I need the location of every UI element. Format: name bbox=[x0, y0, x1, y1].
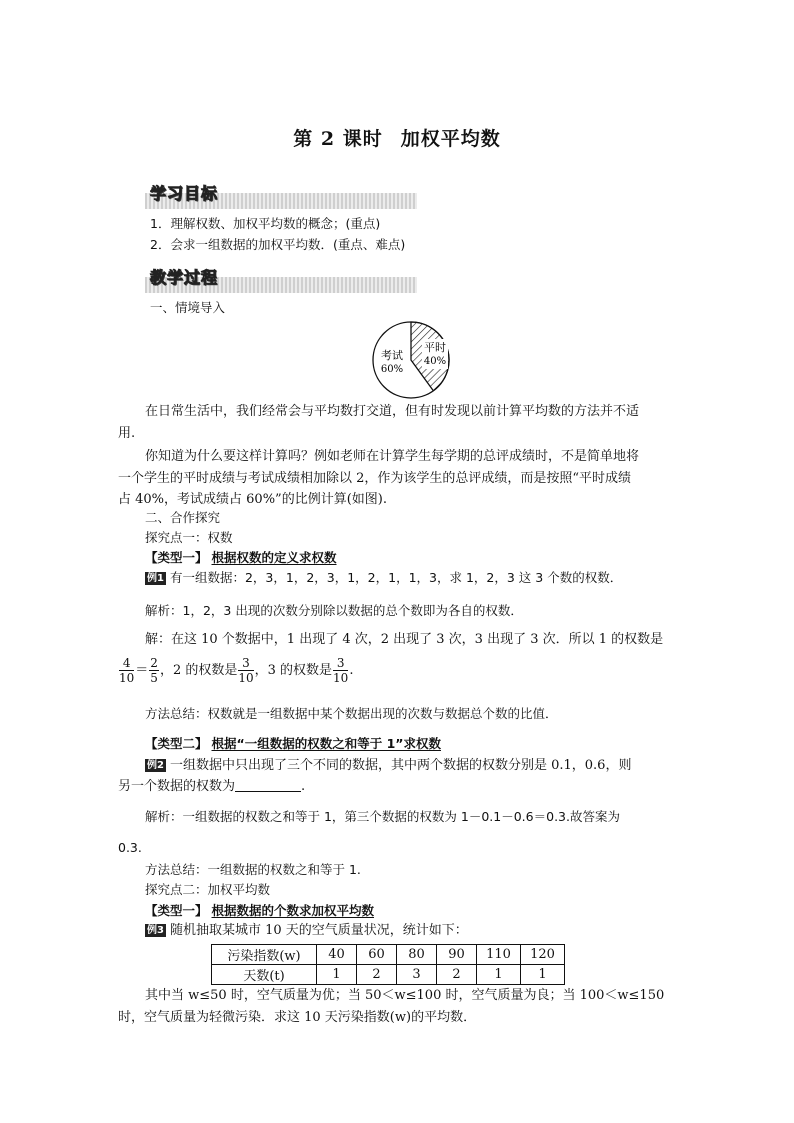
example3-badge: 例3 bbox=[147, 925, 164, 936]
pie-exam-pct: 60% bbox=[380, 364, 404, 375]
table-cell: 2 bbox=[437, 965, 477, 985]
table-cell: 2 bbox=[357, 965, 397, 985]
intro-heading: 一、情境导入 bbox=[150, 300, 226, 315]
pie-regular-pct: 40% bbox=[423, 356, 447, 367]
table-cell: 40 bbox=[317, 945, 357, 965]
example2-analysis-line2: 0.3. bbox=[118, 840, 142, 855]
intro-para2-line3: 占 40%，考试成绩占 60%”的比例计算(如图). bbox=[118, 492, 387, 507]
example1-summary: 方法总结：权数就是一组数据中某个数据出现的次数与数据总个数的比值． bbox=[145, 706, 558, 721]
score-ratio-pie-chart bbox=[370, 319, 452, 401]
air-quality-table bbox=[211, 944, 565, 985]
table-cell: 3 bbox=[397, 965, 437, 985]
title-lesson: 第 2 课时 bbox=[293, 128, 383, 150]
intro-para2-line1: 你知道为什么要这样计算吗？例如老师在计算学生每学期的总评成绩时，不是简单地将 bbox=[145, 449, 640, 464]
objective-1: 1．理解权数、加权平均数的概念；(重点) bbox=[150, 216, 381, 231]
type1-tag: 【类型一】 bbox=[145, 550, 208, 565]
table-cell: 120 bbox=[521, 945, 565, 965]
table-cell: 60 bbox=[357, 945, 397, 965]
example1-badge: 例1 bbox=[147, 573, 164, 584]
example2-text: 一组数据中只出现了三个不同的数据，其中两个数据的权数分别是 0.1，0.6，则 bbox=[169, 758, 632, 773]
type2-tag: 【类型二】 bbox=[145, 736, 208, 751]
type2-heading bbox=[145, 734, 441, 754]
answer-blank bbox=[235, 778, 301, 792]
intro-para1-line2: 用. bbox=[118, 426, 136, 441]
table-cell: 90 bbox=[437, 945, 477, 965]
example1-text: 有一组数据：2，3，1，2，3，1，2，1，1，3，求 1，2，3 这 3 个数的权数． bbox=[169, 570, 623, 585]
table-cell: 110 bbox=[477, 945, 521, 965]
fraction-2-5: $\frac{2}{5}$ bbox=[150, 656, 158, 685]
table-cell: 80 bbox=[397, 945, 437, 965]
type1-title: 根据权数的定义求权数 bbox=[211, 550, 337, 565]
intro-para2-line2: 一个学生的平时成绩与考试成绩相加除以 2，作为该学生的总评成绩，而是按照“平时成绩 bbox=[118, 471, 632, 486]
table-header-cell: 污染指数(w) bbox=[212, 945, 317, 965]
table-row bbox=[212, 945, 565, 965]
table-header-cell: 天数(t) bbox=[212, 965, 317, 985]
objective-2: 2．会求一组数据的加权平均数．(重点、难点) bbox=[150, 237, 406, 252]
example3-text: 随机抽取某城市 10 天的空气质量状况，统计如下： bbox=[169, 923, 468, 938]
fraction-3-10-a: $\frac{3}{10}$ bbox=[238, 656, 254, 685]
explore-heading: 二、合作探究 bbox=[145, 510, 221, 525]
example1-solution-line1: 解：在这 10 个数据中，1 出现了 4 次，2 出现了 3 次，3 出现了 3 次．所以 1 的权数是 bbox=[145, 632, 664, 647]
type2-title: 根据“一组数据的权数之和等于 1”求权数 bbox=[211, 736, 441, 751]
intro-para1-line1: 在日常生活中，我们经常会与平均数打交道，但有时发现以前计算平均数的方法并不适 bbox=[145, 404, 640, 419]
example3-after-line2: 时，空气质量为轻微污染．求这 10 天污染指数(w)的平均数． bbox=[118, 1010, 477, 1025]
type3-title: 根据数据的个数求加权平均数 bbox=[211, 903, 375, 918]
type1-heading bbox=[145, 548, 337, 568]
table-cell: 1 bbox=[521, 965, 565, 985]
table-cell: 1 bbox=[317, 965, 357, 985]
type3-tag: 【类型一】 bbox=[145, 903, 208, 918]
page-title bbox=[0, 124, 794, 151]
table-row bbox=[212, 965, 565, 985]
example1 bbox=[145, 568, 622, 588]
example2-analysis-line1: 解析：一组数据的权数之和等于 1，第三个数据的权数为 1－0.1－0.6＝0.3.故答案为 bbox=[145, 809, 620, 824]
example2-summary: 方法总结：一组数据的权数之和等于 1. bbox=[145, 862, 361, 877]
explore-point1: 探究点一：权数 bbox=[145, 530, 233, 545]
example2-line2: 另一个数据的权数为 . bbox=[118, 779, 306, 794]
explore-point2: 探究点二：加权平均数 bbox=[145, 882, 271, 897]
title-topic: 加权平均数 bbox=[400, 128, 501, 150]
fraction-4-10: $\frac{4}{10}$ bbox=[119, 656, 135, 685]
process-heading: 教学过程 bbox=[150, 268, 219, 287]
example2-badge: 例2 bbox=[147, 760, 164, 771]
objectives-heading: 学习目标 bbox=[150, 184, 219, 203]
pie-exam-label: 考试 bbox=[381, 349, 403, 362]
fraction-3-10-b: $\frac{3}{10}$ bbox=[333, 656, 349, 685]
example3 bbox=[145, 921, 468, 941]
example1-solution-line2: $\frac{4}{10}$ ＝ $\frac{2}{5}$ ，2 的权数是 $\frac{3}{10}$ ，3 的权数是 $\frac{3}{10}$ . bbox=[119, 656, 354, 685]
pie-regular-label: 平时 bbox=[424, 341, 446, 354]
type3-heading bbox=[145, 901, 374, 921]
example1-analysis: 解析：1，2，3 出现的次数分别除以数据的总个数即为各自的权数． bbox=[145, 603, 523, 618]
example3-after-line1: 其中当 w≤50 时，空气质量为优；当 50＜w≤100 时，空气质量为良；当 100＜w≤150 bbox=[145, 988, 665, 1003]
example2-line1 bbox=[145, 756, 631, 776]
table-cell: 1 bbox=[477, 965, 521, 985]
